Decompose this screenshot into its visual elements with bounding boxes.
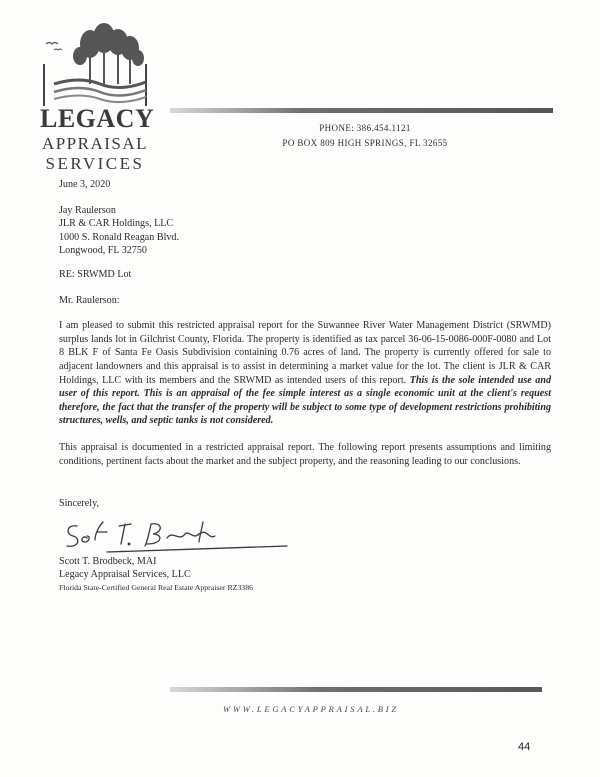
recipient-city: Longwood, FL 32750 xyxy=(59,245,147,257)
subject-line: RE: SRWMD Lot xyxy=(59,268,132,280)
signer-company: Legacy Appraisal Services, LLC xyxy=(59,569,191,580)
paragraph-1-emphasis: This is the sole intended use and user of this report. This is an appraisal of the fee simple interest as a single economic unit at the client's request therefore, the fact that the transfer of the property will be subject to some type of development restrictions prohibiting structures, wells, and septic tanks is not considered. xyxy=(59,374,552,427)
trees-logo-icon xyxy=(40,22,150,108)
logo-line-legacy: LEGACY xyxy=(40,104,155,133)
page-number: 44 xyxy=(518,741,531,753)
contact-info xyxy=(250,121,480,151)
signer-license: Florida State-Certified General Real Estate Appraiser RZ3386 xyxy=(59,583,253,592)
header-divider xyxy=(170,108,553,113)
signer-name: Scott T. Brodbeck, MAI xyxy=(59,556,157,567)
mailing-address: PO BOX 809 HIGH SPRINGS, FL 32655 xyxy=(282,138,448,148)
paragraph-1 xyxy=(59,319,551,428)
paragraph-1-text: I am pleased to submit this restricted appraisal report for the Suwannee River Water Management District (SRWMD) surplus lands lot in Gilchrist County, Florida. The property is identified as tax parcel 36-06-15-0086-000F-0080 and Lot 8 BLK F of Santa Fe Oasis Subdivision containing 0.76 acres of land. The property is currently offered for sale to adjacent landowners and this appraisal is to assist in determining a market value for the lot. The client is JLR & CAR Holdings, LLC with its members and the SRWMD as intended users of this report. xyxy=(59,320,551,386)
recipient-address xyxy=(59,204,551,258)
paragraph-2: This appraisal is documented in a restricted appraisal report. The following report presents assumptions and limiting conditions, pertinent facts about the market and the subject property, and the reasoning leading to our conclusions. xyxy=(59,441,551,467)
letter-body xyxy=(59,178,551,484)
salutation: Mr. Raulerson: xyxy=(59,294,120,306)
handwritten-signature xyxy=(59,512,289,560)
recipient-street: 1000 S. Ronald Reagan Blvd. xyxy=(59,231,179,243)
recipient-name: Jay Raulerson xyxy=(59,204,116,216)
logo-wordmark xyxy=(40,104,155,173)
company-logo xyxy=(40,22,155,173)
letter-date: June 3, 2020 xyxy=(59,179,111,190)
phone-number: PHONE: 386.454.1121 xyxy=(319,123,411,133)
logo-line-services: SERVICES xyxy=(45,154,145,173)
signature-block xyxy=(59,555,359,594)
recipient-company: JLR & CAR Holdings, LLC xyxy=(59,218,174,230)
website-url[interactable]: WWW.LEGACYAPPRAISAL.BIZ xyxy=(223,704,399,714)
footer-divider xyxy=(170,687,542,692)
logo-line-appraisal: APPRAISAL xyxy=(41,134,149,153)
closing: Sincerely, xyxy=(59,498,99,509)
